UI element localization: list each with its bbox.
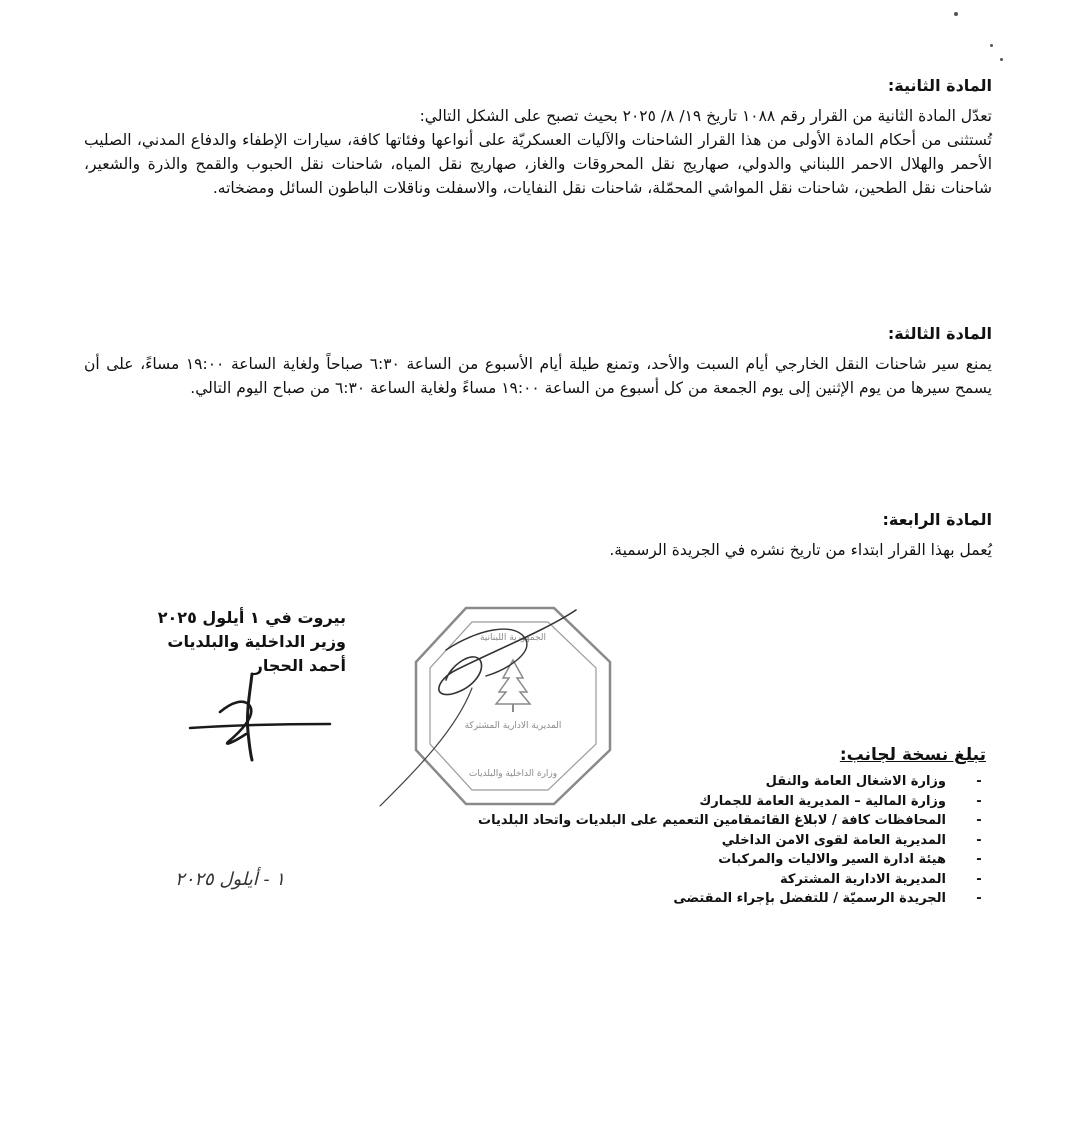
- scan-speck: [954, 12, 958, 16]
- stamp-text-top: الجمهورية اللبنانية: [479, 633, 547, 643]
- article-two-body: تُستثنى من أحكام المادة الأولى من هذا القرار الشاحنات والآليات العسكريّة على أنواعها وفئاتها كافة، سيارات الإطفاء والدفاع المدني، الصليب الأحمر والهلال الاحمر اللبناني والدولي، صهاريج نقل المحروقات والغاز، صهاريج نقل المياه، شاحنات نقل الحبوب والقمح والذرة والشعير، شاحنات نقل الطحين، شاحنات نقل المواشي المحمّلة، شاحنات نقل النفايات، والاسفلت وناقلات الباطون السائل ومضخاته.: [84, 131, 992, 197]
- copies-list: [466, 772, 986, 909]
- stamp-text-ring: وزارة الداخلية والبلديات: [468, 769, 558, 779]
- list-dash: -: [976, 813, 982, 828]
- article-two-intro: تعدّل المادة الثانية من القرار رقم ١٠٨٨ تاريخ ١٩/ ٨/ ٢٠٢٥ بحيث تصبح على الشكل التالي:: [419, 107, 992, 125]
- list-item: - المحافظات كافة / لابلاغ القائمقامين التعميم على البلديات واتحاد البلديات: [466, 811, 986, 831]
- copies-title: تبلغ نسخة لجانب:: [839, 745, 986, 765]
- list-dash: -: [976, 891, 982, 906]
- list-item: - وزارة الاشغال العامة والنقل: [466, 772, 986, 792]
- signature-name: أحمد الحجار: [253, 656, 346, 675]
- list-item: - وزارة المالية – المديرية العامة للجمارك: [466, 792, 986, 812]
- signature-title: وزير الداخلية والبلديات: [167, 632, 346, 651]
- scan-speck: [990, 44, 993, 47]
- list-dash: -: [976, 774, 982, 789]
- article-two-heading: المادة الثانية:: [887, 76, 992, 95]
- handwritten-date: ١ - أيلول ٢٠٢٥: [175, 869, 285, 890]
- article-two: [84, 74, 992, 200]
- article-three-heading: المادة الثالثة:: [887, 324, 992, 343]
- article-four-heading: المادة الرابعة:: [882, 510, 992, 529]
- list-item: - المديرية العامة لقوى الامن الداخلي: [466, 831, 986, 851]
- list-item: - المديرية الادارية المشتركة: [466, 870, 986, 890]
- copies-section: [466, 742, 986, 909]
- article-four: [84, 508, 992, 562]
- article-three: [84, 322, 992, 400]
- list-dash: -: [976, 871, 982, 887]
- list-dash: -: [976, 832, 982, 848]
- signature-place-date: بيروت في ١ أيلول ٢٠٢٥: [157, 608, 346, 627]
- signature-block: [116, 606, 346, 678]
- article-three-body: يمنع سير شاحنات النقل الخارجي أيام السبت والأحد، وتمنع طيلة أيام الأسبوع من الساعة ٦:٣٠ صباحاً ولغاية الساعة ١٩:٠٠ مساءً، على أن يسمح سيرها من يوم الإثنين إلى يوم الجمعة من كل أسبوع من الساعة ١٩:٠٠ مساءً ولغاية الساعة ٦:٣٠ من صباح اليوم التالي.: [84, 355, 992, 397]
- list-dash: -: [976, 793, 982, 809]
- list-item: - الجريدة الرسميّة / للتفضل بإجراء المقتضى: [466, 889, 986, 909]
- list-item: - هيئة ادارة السير والاليات والمركبات: [466, 850, 986, 870]
- article-four-body: يُعمل بهذا القرار ابتداء من تاريخ نشره في الجريدة الرسمية.: [609, 541, 992, 559]
- handwritten-signature: [180, 672, 340, 762]
- stamp-text-center: المديرية الادارية المشتركة: [464, 721, 562, 731]
- list-dash: -: [976, 852, 982, 867]
- scan-speck: [1000, 58, 1003, 61]
